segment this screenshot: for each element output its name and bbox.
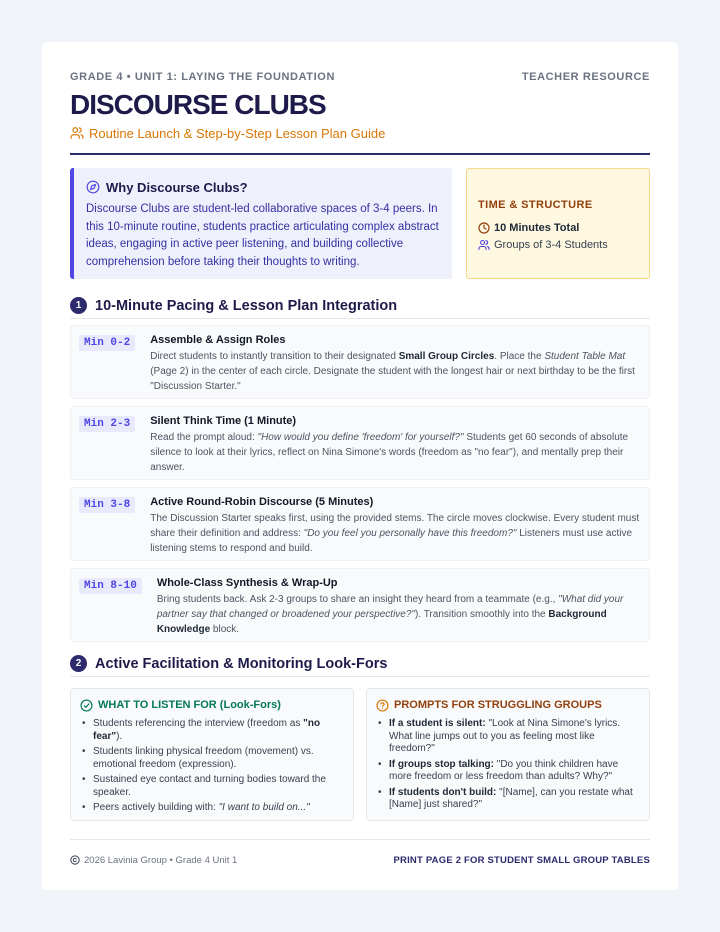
time-structure-card (466, 168, 650, 279)
prompts-list (376, 718, 640, 812)
step-title: Whole-Class Synthesis & Wrap-Up (156, 577, 338, 589)
resource-label: TEACHER RESOURCE (521, 71, 650, 83)
section-title: Active Facilitation & Monitoring Look-Fors (95, 655, 388, 672)
help-circle-icon (376, 699, 389, 712)
step-text: Bring students back. Ask 2-3 groups to share an insight they heard from a teammate (e.g., "What did your partner say that changed or broadened your perspective?"). Transition smoothly into the Background Knowledge block. (156, 594, 624, 635)
why-body: Discourse Clubs are student-led collaborative spaces of 3-4 peers. In this 10-minute routine, students practice articulating complex abstract ideas, engaging in active peer listening, and building collective comprehension before taking their thoughts to writing. (86, 203, 439, 268)
why-callout (70, 168, 452, 279)
title-divider (70, 153, 650, 155)
step-text: Read the prompt aloud: "How would you define 'freedom' for yourself?" Students get 60 seconds of absolute silence to look at their lyrics, reflect on Nina Simone's words (freedom as "no fear"), and mentally prep their answer. (150, 432, 629, 473)
group-size (478, 238, 638, 251)
list-item: • Students referencing the interview (freedom as "no fear"). (80, 718, 344, 743)
list-item: • Peers actively building with: "I want to build on..." (80, 802, 344, 815)
page-title: DISCOURSE CLUBS (70, 89, 326, 120)
pacing-step (70, 406, 650, 480)
footer (70, 839, 650, 869)
copyright-icon (70, 855, 80, 865)
step-body (157, 577, 641, 641)
step-body (150, 496, 641, 560)
list-item: • If students don't build: "[Name], can you restate what [Name] just shared?" (376, 787, 640, 812)
listen-for-heading (80, 698, 344, 712)
pacing-steps (70, 325, 650, 642)
step-title: Assemble & Assign Roles (150, 334, 286, 346)
step-title: Active Round-Robin Discourse (5 Minutes) (150, 496, 374, 508)
footer-credit (70, 855, 237, 866)
pacing-step (70, 568, 650, 642)
listen-for-title: WHAT TO LISTEN FOR (Look-Fors) (98, 699, 281, 711)
structure-title: TIME & STRUCTURE (478, 199, 593, 211)
users-icon (70, 126, 84, 140)
listen-for-list (80, 718, 344, 815)
section-title: 10-Minute Pacing & Lesson Plan Integration (95, 297, 398, 314)
pacing-step (70, 487, 650, 561)
section-number: 2 (70, 655, 87, 672)
section-2-header (70, 651, 650, 677)
step-minutes: Min 8-10 (79, 578, 142, 594)
prompts-card (366, 688, 650, 821)
users-icon (478, 239, 490, 251)
step-title: Silent Think Time (1 Minute) (150, 415, 297, 427)
list-item: • Students linking physical freedom (movement) vs. emotional freedom (expression). (80, 746, 344, 771)
look-fors-row (70, 688, 650, 821)
prompts-title: PROMPTS FOR STRUGGLING GROUPS (394, 699, 602, 711)
clock-icon (478, 222, 490, 234)
list-item: • If a student is silent: "Look at Nina Simone's lyrics. What line jumps out to you as feeling most like freedom?" (376, 718, 640, 756)
subtitle-text: Routine Launch & Step-by-Step Lesson Plan Guide (89, 125, 386, 141)
footer-credit-text: 2026 Lavinia Group • Grade 4 Unit 1 (84, 854, 238, 866)
time-total-text: 10 Minutes Total (494, 221, 580, 234)
step-text: Direct students to instantly transition to their designated Small Group Circles. Place the Student Table Mat (Page 2) in the center of each circle. Designate the student with the longest hair or next birthday to be the first "Discussion Starter." (150, 351, 635, 392)
page-subtitle (70, 124, 650, 142)
step-body (150, 415, 641, 479)
footer-print-note: PRINT PAGE 2 FOR STUDENT SMALL GROUP TABLES (393, 854, 650, 866)
step-body (150, 334, 641, 398)
compass-icon (86, 180, 100, 194)
why-title: Why Discourse Clubs? (106, 179, 248, 195)
why-heading (86, 179, 440, 195)
time-total (478, 221, 638, 234)
list-item: • Sustained eye contact and turning bodies toward the speaker. (80, 774, 344, 799)
section-number: 1 (70, 297, 87, 314)
listen-for-card (70, 688, 354, 821)
page (42, 42, 678, 890)
header-meta (70, 70, 650, 84)
intro-row (70, 168, 650, 279)
step-minutes: Min 2-3 (79, 416, 135, 432)
pacing-step (70, 325, 650, 399)
page-content (70, 70, 650, 869)
section-1-header (70, 293, 650, 319)
unit-eyebrow: GRADE 4 • UNIT 1: LAYING THE FOUNDATION (70, 71, 335, 83)
prompts-heading (376, 698, 640, 712)
list-item: • If groups stop talking: "Do you think children have more freedom or less freedom than adults? Why?" (376, 759, 640, 784)
step-text: The Discussion Starter speaks first, using the provided stems. The circle moves clockwise. Every student must share their definition and address: "Do you feel you personally have this freedom?" Listeners must use active listening stems to respond and build. (150, 513, 640, 554)
check-circle-icon (80, 699, 93, 712)
step-minutes: Min 0-2 (79, 335, 135, 351)
group-size-text: Groups of 3-4 Students (494, 238, 608, 251)
step-minutes: Min 3-8 (79, 497, 135, 513)
